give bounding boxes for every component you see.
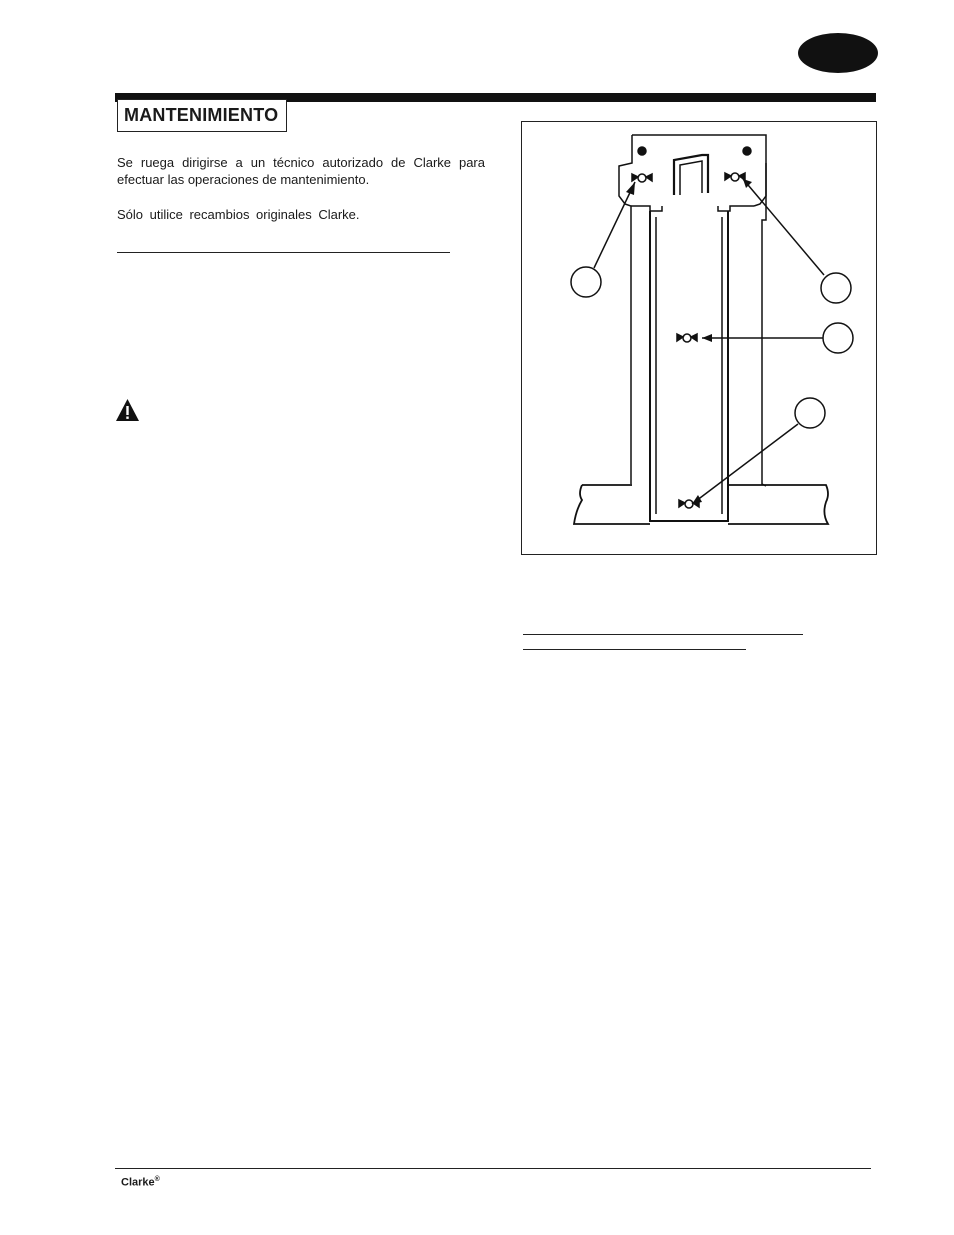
bracket-diagram	[522, 122, 878, 556]
page-tab-marker	[798, 33, 878, 73]
registered-mark: ®	[154, 1176, 160, 1183]
footer-brand	[121, 1176, 160, 1189]
warning-triangle-icon	[115, 398, 140, 422]
intro-paragraph	[117, 154, 485, 188]
section-title: MANTENIMIENTO	[124, 105, 279, 125]
maintenance-figure	[521, 121, 877, 555]
intro-line-2: efectuar las operaciones de mantenimiento.	[117, 172, 370, 187]
caption-rule-2	[523, 649, 746, 650]
heading-underline	[117, 252, 450, 253]
section-header	[117, 99, 287, 132]
brand-name: Clarke	[121, 1176, 155, 1189]
footer-rule	[115, 1168, 871, 1169]
caption-rule-1	[523, 634, 803, 635]
intro-line-1: Se ruega dirigirse a un técnico autorizado de Clarke para	[117, 155, 485, 170]
parts-note: Sólo utilice recambios originales Clarke.	[117, 207, 360, 222]
